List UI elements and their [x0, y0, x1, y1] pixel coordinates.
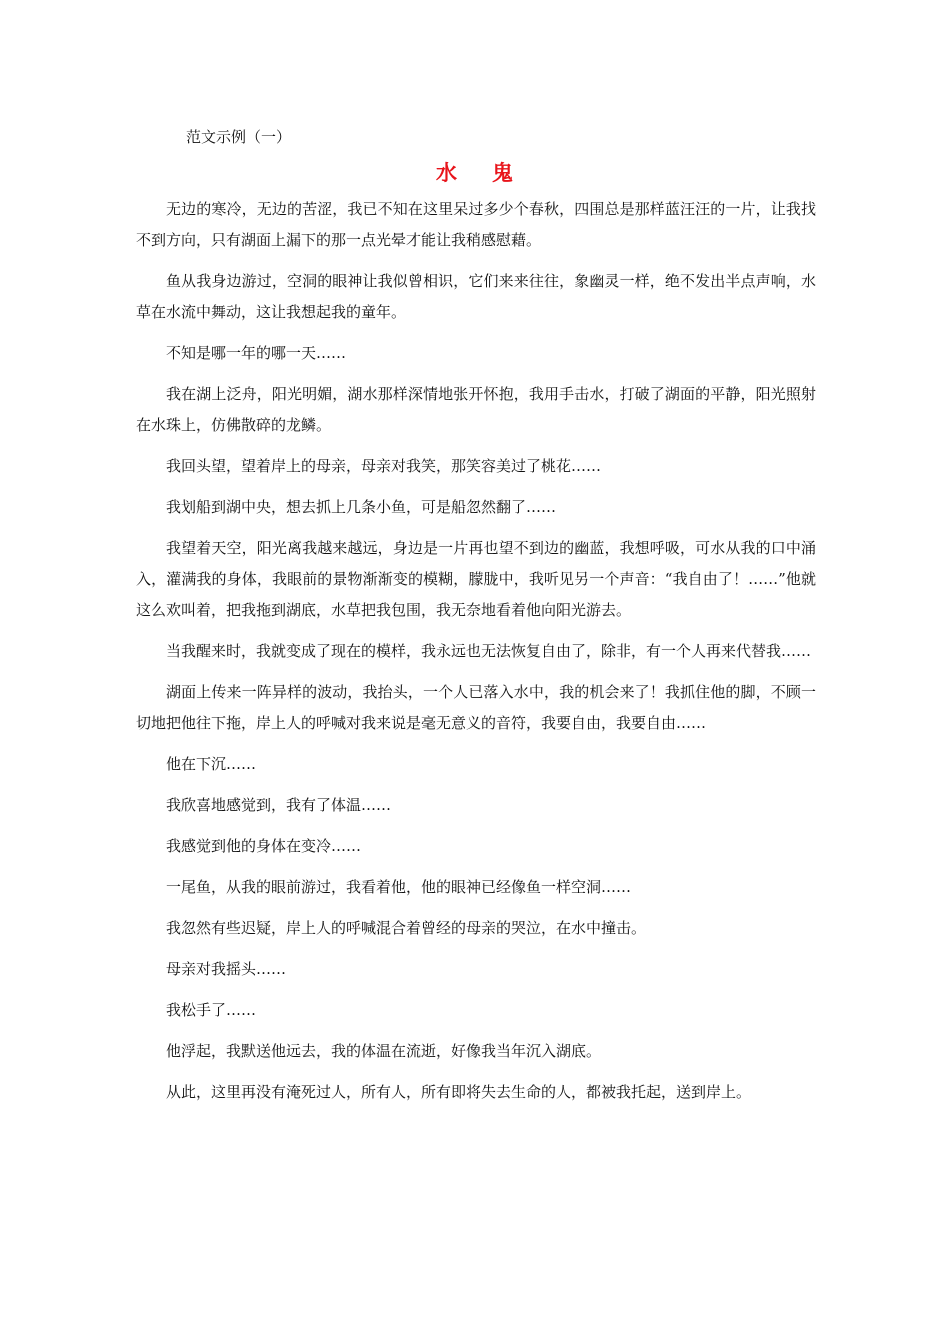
paragraph: 我忽然有些迟疑，岸上人的呼喊混合着曾经的母亲的哭泣，在水中撞击。	[166, 919, 647, 937]
paragraph: 我回头望，望着岸上的母亲，母亲对我笑，那笑容美过了桃花……	[166, 457, 602, 475]
paragraph: 不知是哪一年的哪一天……	[166, 344, 347, 362]
document-body	[136, 194, 816, 1118]
paragraph: 湖面上传来一阵异样的波动，我抬头，一个人已落入水中，我的机会来了！我抓住他的脚，不顾一切地把他往下拖，岸上人的呼喊对我来说是毫无意义的音符，我要自由，我要自由……	[136, 683, 816, 732]
paragraph: 我欣喜地感觉到，我有了体温……	[166, 796, 392, 814]
paragraph: 我划船到湖中央，想去抓上几条小鱼，可是船忽然翻了……	[166, 498, 557, 516]
paragraph: 我感觉到他的身体在变冷……	[166, 837, 362, 855]
paragraph: 鱼从我身边游过，空洞的眼神让我似曾相识，它们来来往往，象幽灵一样，绝不发出半点声响，水草在水流中舞动，这让我想起我的童年。	[136, 272, 816, 321]
title-char-1: 水	[436, 161, 458, 185]
paragraph: 当我醒来时，我就变成了现在的模样，我永远也无法恢复自由了，除非，有一个人再来代替我……	[166, 642, 812, 660]
paragraph: 他在下沉……	[166, 755, 257, 773]
paragraph: 我松手了……	[166, 1001, 257, 1019]
paragraph: 我在湖上泛舟，阳光明媚，湖水那样深情地张开怀抱，我用手击水，打破了湖面的平静，阳光照射在水珠上，仿佛散碎的龙鳞。	[136, 385, 816, 434]
document-title	[0, 158, 950, 188]
paragraph: 一尾鱼，从我的眼前游过，我看着他，他的眼神已经像鱼一样空洞……	[166, 878, 632, 896]
paragraph: 无边的寒冷，无边的苦涩，我已不知在这里呆过多少个春秋，四围总是那样蓝汪汪的一片，让我找不到方向，只有湖面上漏下的那一点光晕才能让我稍感慰藉。	[136, 200, 816, 249]
title-char-2: 鬼	[492, 161, 514, 185]
paragraph: 他浮起，我默送他远去，我的体温在流逝，好像我当年沉入湖底。	[166, 1042, 602, 1060]
paragraph: 母亲对我摇头……	[166, 960, 287, 978]
paragraph: 我望着天空，阳光离我越来越远，身边是一片再也望不到边的幽蓝，我想呼吸，可水从我的口中涌入，灌满我的身体，我眼前的景物渐渐变的模糊，朦胧中，我听见另一个声音：“我自由了！……”他就这么欢叫着，把我拖到湖底，水草把我包围，我无奈地看着他向阳光游去。	[136, 539, 816, 619]
paragraph: 从此，这里再没有淹死过人，所有人，所有即将失去生命的人，都被我托起，送到岸上。	[166, 1083, 752, 1101]
section-label: 范文示例（一）	[186, 128, 292, 146]
